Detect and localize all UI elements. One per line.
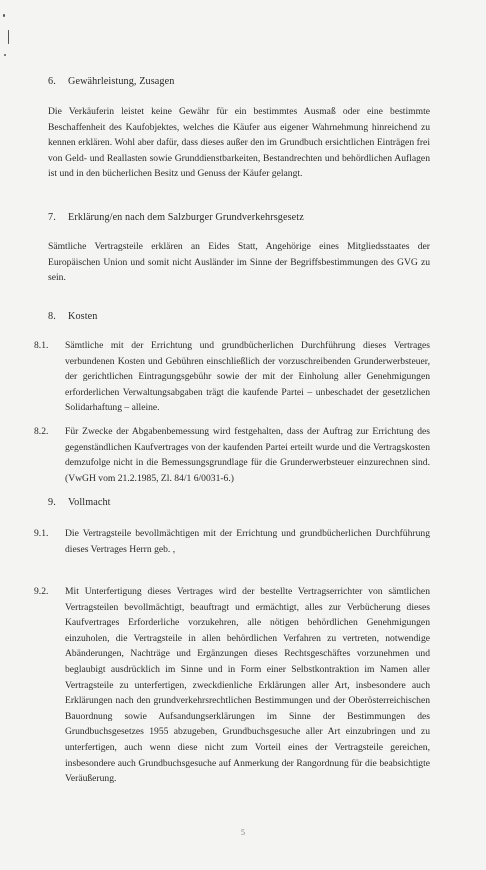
- section-9-heading: [48, 497, 111, 508]
- list-item: [34, 584, 430, 787]
- section-number: 7.: [48, 212, 56, 223]
- item-text: Mit Unterfertigung dieses Vertrages wird der bestellte Vertragserrichter von sämtlichen Vertragsteilen bevollmächtigt, beauftragt und ermächtigt, alles zur Verbücherung dieses Kaufvertrages Erforderliche vorzukehren, alle nötigen behördlichen Genehmigungen einzuholen, die Vertragsteile in allen behördlichen Verfahren zu vertreten, notwendige Abänderungen, Nachträge und Ergänzungen dieses Rechtsgeschäftes vorzunehmen und beglaubigt ausdrücklich im Sinne und in Form einer Selbstkontraktion im Namen aller Vertragsteile zu unterfertigen, zweckdienliche Erklärungen aller Art, insbesondere auch Erklärungen nach den grundverkehrsrechtlichen Bestimmungen und der Oberösterreichischen Bauordnung sowie Aufsandungserklärungen im Sinne der Bestimmungen des Grundbuchsgesetzes 1955 abzugeben, Grundbuchsgesuche aller Art einzubringen und zu unterfertigen, auch wenn diese nicht zum Vorteil eines der Vertragsteile gereichen, insbesondere auch Grundbuchsgesuche auf Anmerkung der Rangordnung für die beabsichtigte Veräußerung.: [65, 586, 430, 785]
- item-number: 8.1.: [34, 340, 49, 351]
- scan-mark: [4, 54, 6, 56]
- item-text: Sämtliche mit der Errichtung und grundbücherlichen Durchführung dieses Vertrages verbundenen Kosten und Gebühren einschließlich der vorzuschreibenden Grunderwerbsteuer, der gerichtlichen Eintragungsgebühr sowie der mit der Einholung aller Genehmigungen erforderlichen Verwaltungsabgaben trägt die kaufende Partei – unbeschadet der gesetzlichen Solidarhaftung – alleine.: [65, 340, 430, 414]
- section-title: Gewährleistung, Zusagen: [68, 76, 175, 87]
- section-title: Vollmacht: [68, 497, 111, 508]
- item-text: Die Vertragsteile bevollmächtigen mit der Errichtung und grundbücherlichen Durchführung dieses Vertrages Herrn geb. ,: [65, 528, 430, 555]
- section-6-heading: [48, 76, 174, 87]
- list-item: [34, 338, 430, 416]
- section-number: 9.: [48, 497, 56, 508]
- section-6-text: Die Verkäuferin leistet keine Gewähr für ein bestimmtes Ausmaß oder eine bestimmte Beschaffenheit des Kaufobjektes, welches die Käufer aus eigener Wahrnehmung hinreichend zu kennen erklären. Wohl aber dafür, dass dieses außer den im Grundbuch ersichtlichen Einträgen frei von Geld- und Reallasten sowie Grunddienstbarkeiten, Bestandrechten und behördlichen Auflagen ist und in den bücherlichen Besitz und Genuss der Käufer gelangt.: [48, 106, 430, 180]
- section-7-heading: [48, 212, 304, 223]
- section-title: Erklärung/en nach dem Salzburger Grundverkehrsgesetz: [68, 212, 304, 223]
- scan-mark: [8, 30, 9, 44]
- section-title: Kosten: [68, 311, 98, 322]
- section-8-heading: [48, 311, 97, 322]
- item-number: 9.1.: [34, 528, 49, 539]
- page-number: 5: [241, 828, 245, 837]
- list-item: [34, 526, 430, 557]
- item-text: Für Zwecke der Abgabenbemessung wird festgehalten, dass der Auftrag zur Errichtung des gegenständlichen Kaufvertrages von der kaufenden Partei erteilt wurde und die Vertragskosten demzufolge nicht in die Bemessungsgrundlage für die Grunderwerbsteuer einzurechnen sind. (VwGH vom 21.2.1985, Zl. 84/1 6/0031-6.): [65, 426, 430, 484]
- section-number: 6.: [48, 76, 56, 87]
- section-7-text: Sämtliche Vertragsteile erklären an Eides Statt, Angehörige eines Mitgliedsstaates der Europäischen Union und somit nicht Ausländer im Sinne der Begriffsbestimmungen des GVG zu sein.: [48, 241, 430, 284]
- section-number: 8.: [48, 311, 56, 322]
- scan-mark: [3, 14, 5, 17]
- item-number: 8.2.: [34, 426, 49, 437]
- list-item: [34, 424, 430, 486]
- item-number: 9.2.: [34, 586, 49, 597]
